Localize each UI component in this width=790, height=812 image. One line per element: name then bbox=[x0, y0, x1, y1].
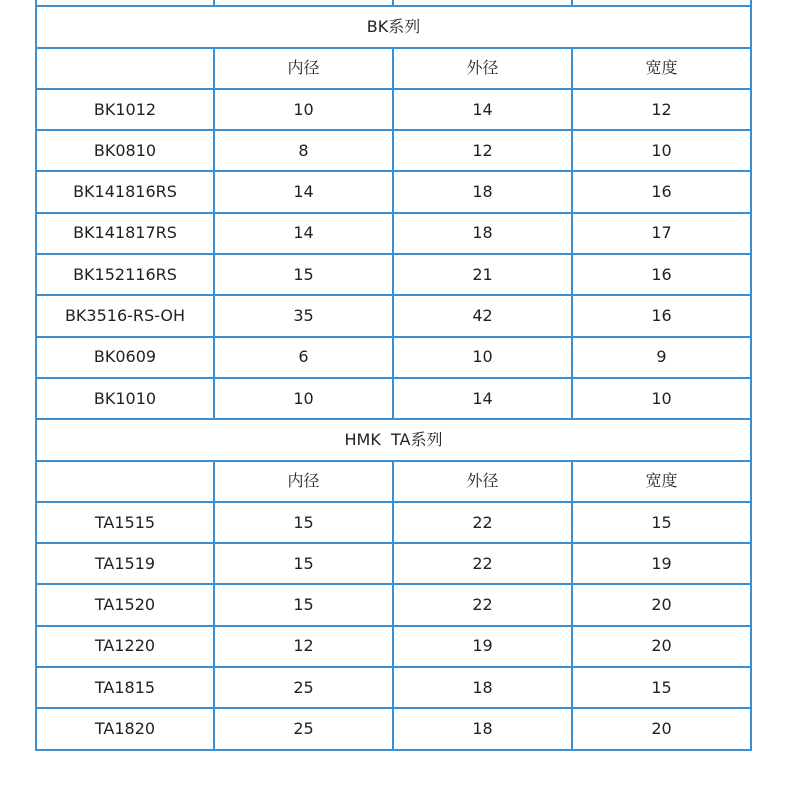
inner-diameter-cell: 10 bbox=[214, 378, 393, 419]
table-row bbox=[36, 171, 751, 212]
outer-diameter-cell: 22 bbox=[393, 543, 572, 584]
inner-diameter-cell: 25 bbox=[214, 708, 393, 749]
table-row bbox=[36, 130, 751, 171]
outer-diameter-cell: 42 bbox=[393, 295, 572, 336]
outer-diameter-cell: 19 bbox=[393, 626, 572, 667]
inner-diameter-cell: 25 bbox=[214, 667, 393, 708]
inner-diameter-cell: 15 bbox=[214, 502, 393, 543]
width-cell: 10 bbox=[572, 378, 751, 419]
header-cell-width: 宽度 bbox=[572, 461, 751, 502]
table-row bbox=[36, 378, 751, 419]
model-cell: TA1515 bbox=[36, 502, 214, 543]
model-cell: BK1010 bbox=[36, 378, 214, 419]
outer-diameter-cell: 18 bbox=[393, 667, 572, 708]
width-cell: 15 bbox=[572, 502, 751, 543]
table-row bbox=[36, 337, 751, 378]
model-cell: TA1820 bbox=[36, 708, 214, 749]
table-row bbox=[36, 89, 751, 130]
width-cell: 9 bbox=[572, 337, 751, 378]
table-row bbox=[36, 708, 751, 749]
header-cell-width: 宽度 bbox=[572, 48, 751, 89]
model-cell: BK141816RS bbox=[36, 171, 214, 212]
header-cell-outer-diameter: 外径 bbox=[393, 461, 572, 502]
width-cell: 16 bbox=[572, 171, 751, 212]
model-cell: BK152116RS bbox=[36, 254, 214, 295]
model-cell: TA1815 bbox=[36, 667, 214, 708]
outer-diameter-cell: 22 bbox=[393, 502, 572, 543]
section-title-row bbox=[36, 6, 751, 47]
table-row bbox=[36, 543, 751, 584]
table-row bbox=[36, 626, 751, 667]
section-title-row bbox=[36, 419, 751, 460]
inner-diameter-cell: 12 bbox=[214, 626, 393, 667]
model-cell: BK1012 bbox=[36, 89, 214, 130]
inner-diameter-cell: 15 bbox=[214, 543, 393, 584]
width-cell: 20 bbox=[572, 584, 751, 625]
header-cell-model bbox=[36, 48, 214, 89]
table-row bbox=[36, 667, 751, 708]
model-cell: TA1519 bbox=[36, 543, 214, 584]
width-cell: 16 bbox=[572, 254, 751, 295]
inner-diameter-cell: 6 bbox=[214, 337, 393, 378]
inner-diameter-cell: 8 bbox=[214, 130, 393, 171]
outer-diameter-cell: 18 bbox=[393, 171, 572, 212]
width-cell: 10 bbox=[572, 130, 751, 171]
outer-diameter-cell: 21 bbox=[393, 254, 572, 295]
table-row bbox=[36, 584, 751, 625]
width-cell: 15 bbox=[572, 667, 751, 708]
outer-diameter-cell: 14 bbox=[393, 89, 572, 130]
inner-diameter-cell: 15 bbox=[214, 584, 393, 625]
outer-diameter-cell: 12 bbox=[393, 130, 572, 171]
inner-diameter-cell: 35 bbox=[214, 295, 393, 336]
outer-diameter-cell: 10 bbox=[393, 337, 572, 378]
outer-diameter-cell: 18 bbox=[393, 708, 572, 749]
header-row bbox=[36, 461, 751, 502]
inner-diameter-cell: 15 bbox=[214, 254, 393, 295]
section-title-ta: HMK TA系列 bbox=[36, 419, 751, 460]
inner-diameter-cell: 10 bbox=[214, 89, 393, 130]
width-cell: 20 bbox=[572, 626, 751, 667]
width-cell: 16 bbox=[572, 295, 751, 336]
inner-diameter-cell: 14 bbox=[214, 171, 393, 212]
model-cell: TA1520 bbox=[36, 584, 214, 625]
model-cell: TA1220 bbox=[36, 626, 214, 667]
table-row bbox=[36, 213, 751, 254]
header-cell-model bbox=[36, 461, 214, 502]
model-cell: BK0609 bbox=[36, 337, 214, 378]
section-title-bk: BK系列 bbox=[36, 6, 751, 47]
header-row bbox=[36, 48, 751, 89]
inner-diameter-cell: 14 bbox=[214, 213, 393, 254]
model-cell: BK0810 bbox=[36, 130, 214, 171]
width-cell: 12 bbox=[572, 89, 751, 130]
outer-diameter-cell: 14 bbox=[393, 378, 572, 419]
table-row bbox=[36, 254, 751, 295]
model-cell: BK3516-RS-OH bbox=[36, 295, 214, 336]
header-cell-inner-diameter: 内径 bbox=[214, 48, 393, 89]
outer-diameter-cell: 22 bbox=[393, 584, 572, 625]
bearing-spec-table bbox=[35, 0, 752, 751]
width-cell: 19 bbox=[572, 543, 751, 584]
outer-diameter-cell: 18 bbox=[393, 213, 572, 254]
header-cell-inner-diameter: 内径 bbox=[214, 461, 393, 502]
model-cell: BK141817RS bbox=[36, 213, 214, 254]
table-row bbox=[36, 295, 751, 336]
width-cell: 20 bbox=[572, 708, 751, 749]
header-cell-outer-diameter: 外径 bbox=[393, 48, 572, 89]
width-cell: 17 bbox=[572, 213, 751, 254]
table-row bbox=[36, 502, 751, 543]
